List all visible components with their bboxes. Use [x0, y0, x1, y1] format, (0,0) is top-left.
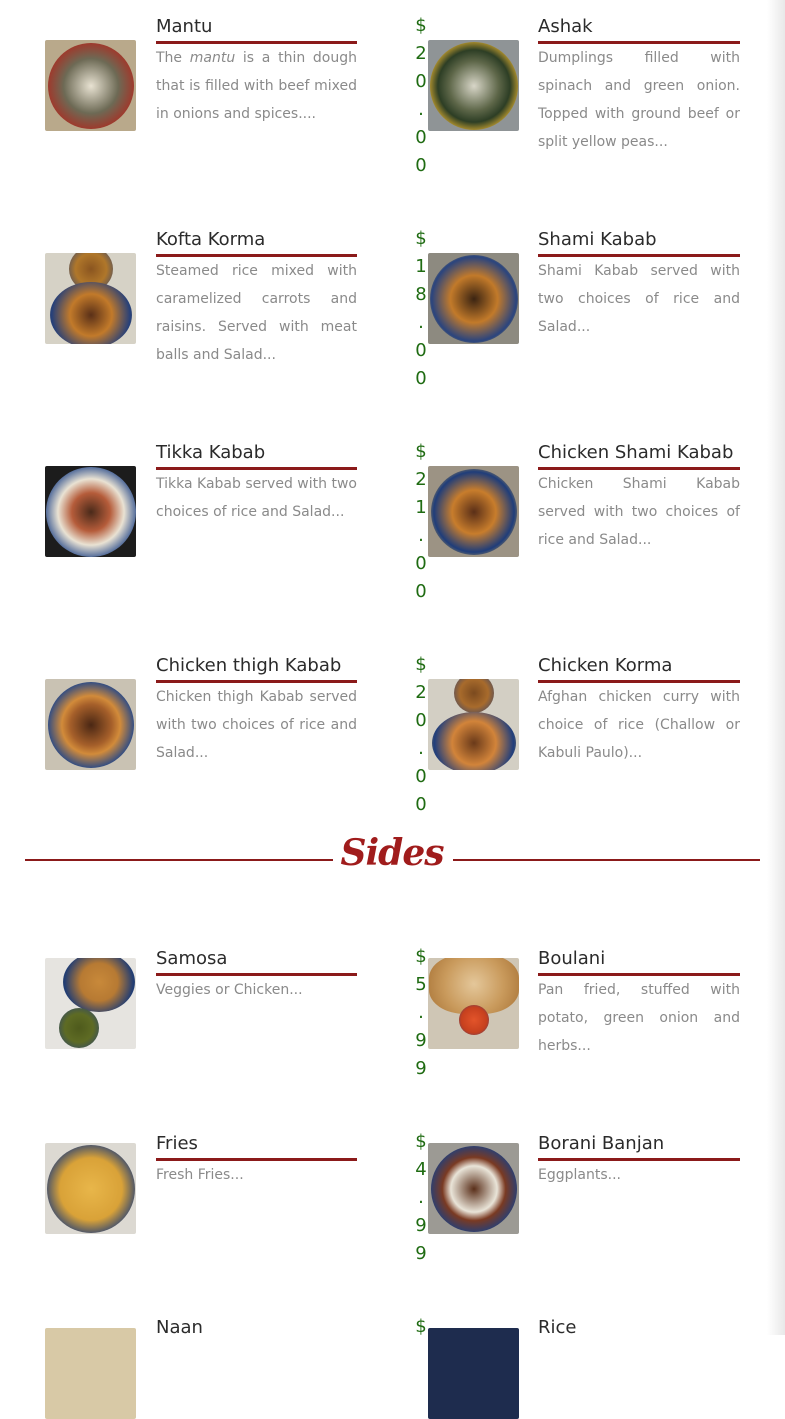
samosa-photo[interactable] — [45, 958, 136, 1049]
item-name[interactable]: Tikka Kabab — [156, 442, 266, 463]
rice-photo[interactable] — [428, 1328, 519, 1419]
item-name[interactable]: Kofta Korma — [156, 229, 266, 250]
sides-divider-left — [25, 859, 333, 861]
item-description: Chicken Shami Kabab served with two choices of rice and Salad... — [538, 476, 740, 548]
mantu-photo[interactable] — [45, 40, 136, 131]
page-edge-shadow — [767, 0, 785, 1335]
price: $ — [415, 1316, 427, 1337]
boulani-photo[interactable] — [428, 958, 519, 1049]
item-description: Dumplings filled with spinach and green onion. Topped with ground beef or split yellow peas... — [538, 50, 740, 150]
item-name[interactable]: Chicken Korma — [538, 655, 673, 676]
price: $20.00 — [415, 654, 427, 815]
sides-divider-right — [453, 859, 760, 861]
sides-heading: Sides — [340, 832, 444, 874]
chicken-thigh-kabab-photo[interactable] — [45, 679, 136, 770]
item-description: Pan fried, stuffed with potato, green onion and herbs... — [538, 982, 740, 1054]
price: $21.00 — [415, 441, 427, 602]
item-name[interactable]: Fries — [156, 1133, 198, 1154]
item-description: Eggplants... — [538, 1167, 621, 1183]
item-name[interactable]: Rice — [538, 1317, 577, 1338]
item-description: Steamed rice mixed with caramelized carrots and raisins. Served with meat balls and Salad... — [156, 263, 357, 363]
ashak-photo[interactable] — [428, 40, 519, 131]
item-description: The mantu is a thin dough that is filled with beef mixed in onions and spices.... — [156, 50, 357, 122]
item-description: Fresh Fries... — [156, 1167, 244, 1183]
item-name[interactable]: Shami Kabab — [538, 229, 657, 250]
item-name[interactable]: Boulani — [538, 948, 606, 969]
item-name[interactable]: Chicken thigh Kabab — [156, 655, 342, 676]
price: $20.00 — [415, 15, 427, 176]
shami-kabab-photo[interactable] — [428, 253, 519, 344]
item-name[interactable]: Borani Banjan — [538, 1133, 665, 1154]
chicken-korma-photo[interactable] — [428, 679, 519, 770]
item-description: Afghan chicken curry with choice of rice (Challow or Kabuli Paulo)... — [538, 689, 740, 761]
item-description: Tikka Kabab served with two choices of rice and Salad... — [156, 476, 357, 520]
item-name[interactable]: Chicken Shami Kabab — [538, 442, 734, 463]
price: $18.00 — [415, 228, 427, 389]
item-name[interactable]: Ashak — [538, 16, 593, 37]
item-description: Shami Kabab served with two choices of rice and Salad... — [538, 263, 740, 335]
price: $4.99 — [415, 1131, 427, 1264]
tikka-kabab-photo[interactable] — [45, 466, 136, 557]
item-name[interactable]: Samosa — [156, 948, 228, 969]
item-name[interactable]: Naan — [156, 1317, 203, 1338]
chicken-shami-kabab-photo[interactable] — [428, 466, 519, 557]
borani-banjan-photo[interactable] — [428, 1143, 519, 1234]
fries-photo[interactable] — [45, 1143, 136, 1234]
naan-photo[interactable] — [45, 1328, 136, 1419]
item-description: Veggies or Chicken... — [156, 982, 303, 998]
kofta-korma-photo[interactable] — [45, 253, 136, 344]
price: $5.99 — [415, 946, 427, 1079]
item-description: Chicken thigh Kabab served with two choices of rice and Salad... — [156, 689, 357, 761]
item-name[interactable]: Mantu — [156, 16, 213, 37]
